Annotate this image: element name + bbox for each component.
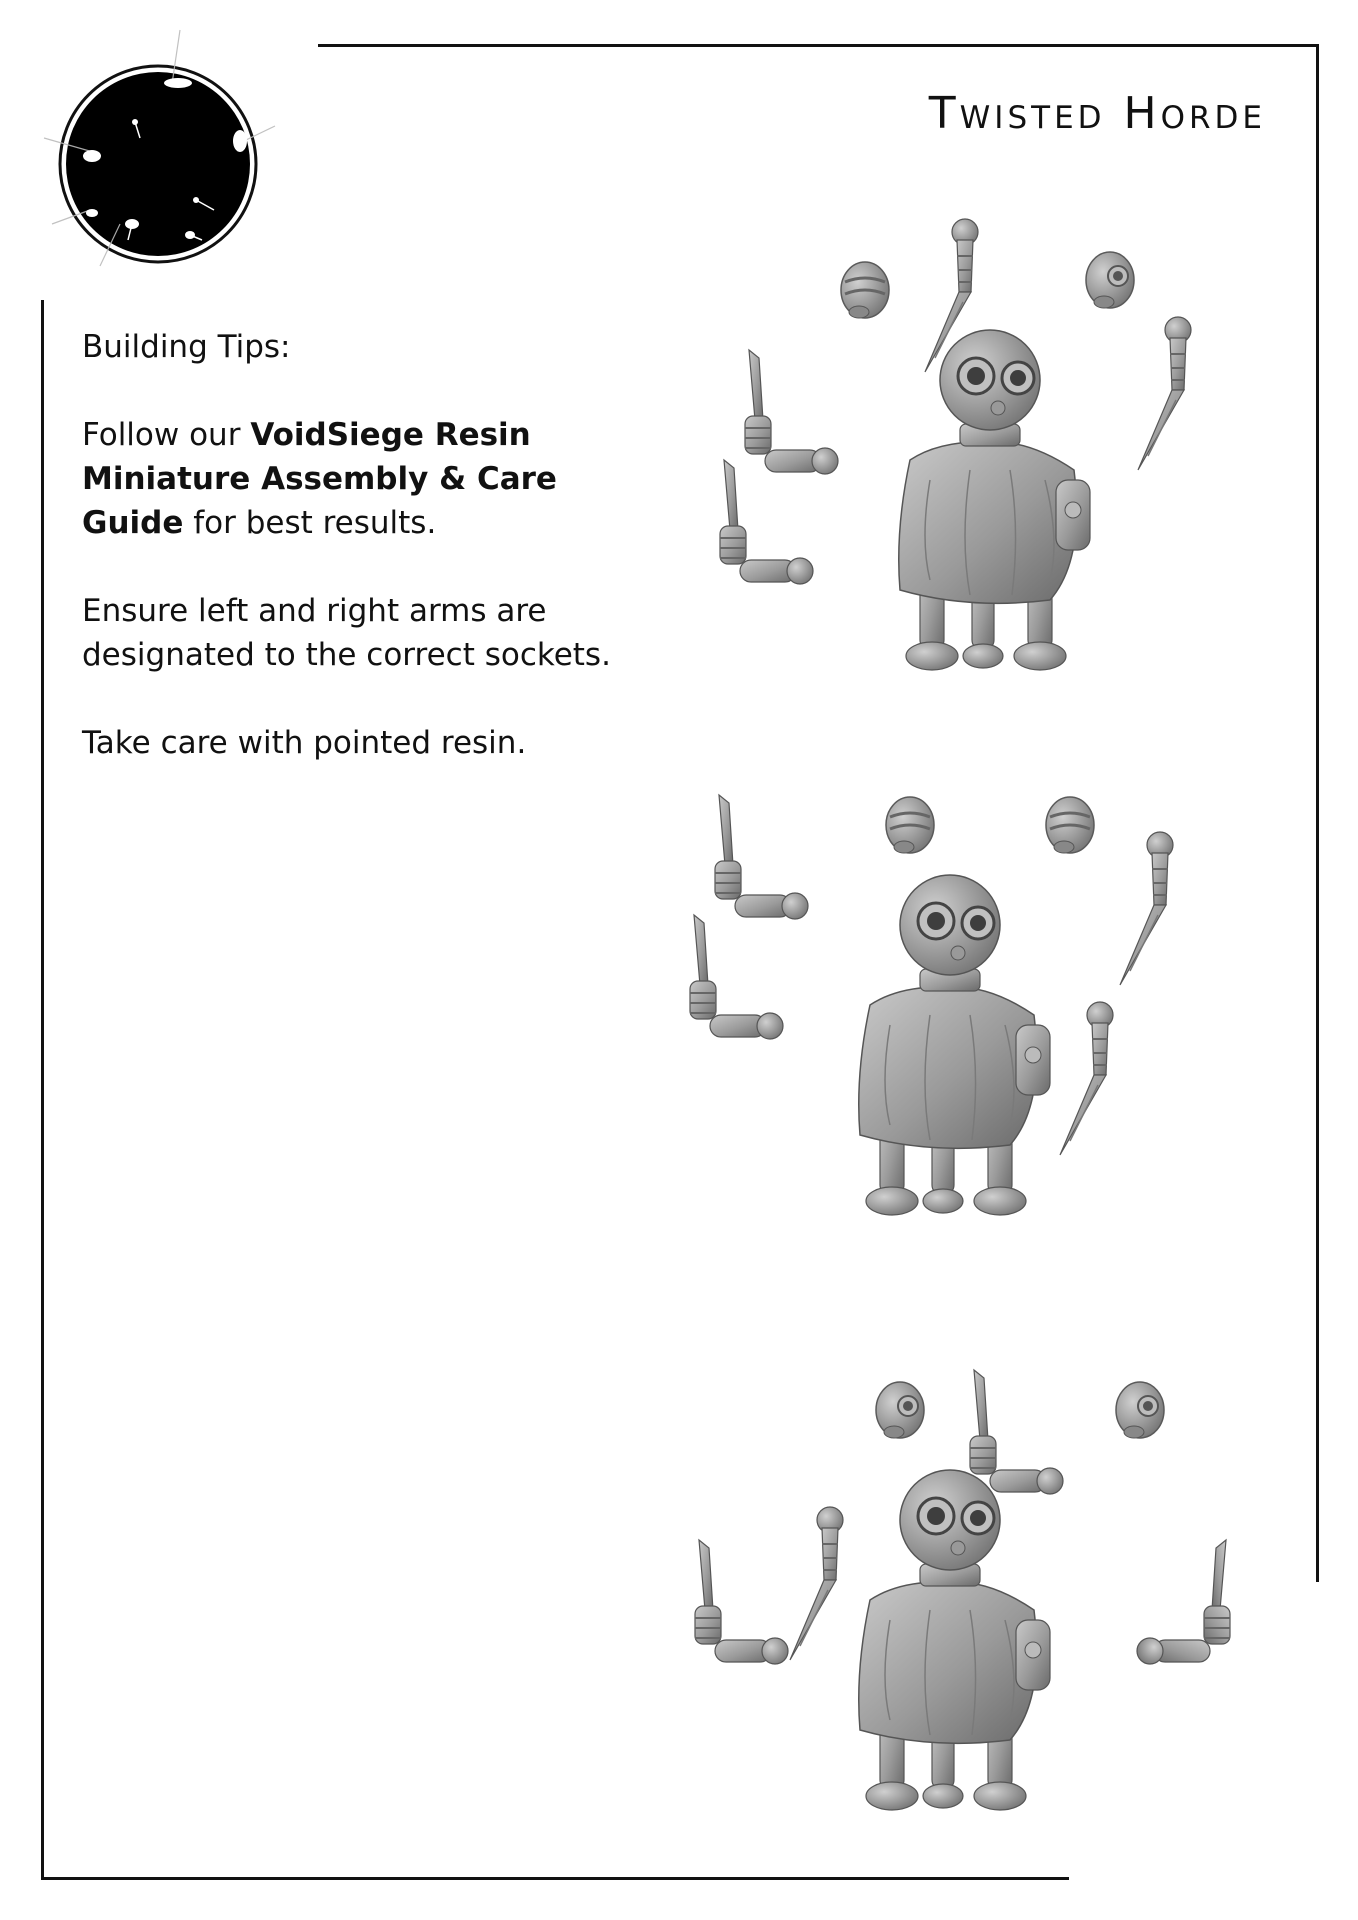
tips-guide-suffix: for best results. xyxy=(183,505,437,541)
tips-arms-text: Ensure left and right arms are designated to the correct sockets. xyxy=(82,593,611,673)
head-part xyxy=(1046,797,1094,853)
blade-arm-part xyxy=(720,460,813,584)
goggle-head-part xyxy=(1116,1382,1164,1438)
arm-part xyxy=(1120,832,1173,985)
head-part xyxy=(886,797,934,853)
goggle-head-part xyxy=(876,1382,924,1438)
tips-guide-text xyxy=(82,413,642,545)
frame-right-line xyxy=(1316,44,1319,1582)
arm-part xyxy=(1060,1002,1113,1155)
void-planet-logo-icon xyxy=(40,28,280,268)
tips-heading: Building Tips: xyxy=(82,329,291,365)
page-title: Twisted Horde xyxy=(928,88,1266,139)
miniature-body xyxy=(859,875,1050,1215)
blade-arm-part xyxy=(695,1540,788,1664)
head-part xyxy=(841,262,889,318)
blade-arm-part xyxy=(1137,1540,1230,1664)
blade-arm-part xyxy=(690,915,783,1039)
frame-left-line xyxy=(41,300,44,1880)
frame-bottom-line xyxy=(41,1877,1069,1880)
tips-care-text: Take care with pointed resin. xyxy=(82,725,527,761)
frame-top-line xyxy=(318,44,1319,47)
blade-arm-part xyxy=(745,350,838,474)
miniature-body xyxy=(859,1470,1050,1810)
blade-arm-part xyxy=(715,795,808,919)
blade-arm-part xyxy=(970,1370,1063,1494)
goggle-head-part xyxy=(1086,252,1134,308)
miniature-parts-set-1 xyxy=(700,210,1260,680)
miniature-body xyxy=(899,330,1090,670)
miniature-parts-set-3 xyxy=(680,1360,1240,1840)
guide-reference: VoidSiege Resin Miniature Assembly & Care Guide xyxy=(82,417,557,541)
tips-guide-prefix: Follow our xyxy=(82,417,251,453)
miniature-parts-set-2 xyxy=(680,785,1240,1255)
arm-part xyxy=(1138,317,1191,470)
arm-part xyxy=(790,1507,843,1660)
